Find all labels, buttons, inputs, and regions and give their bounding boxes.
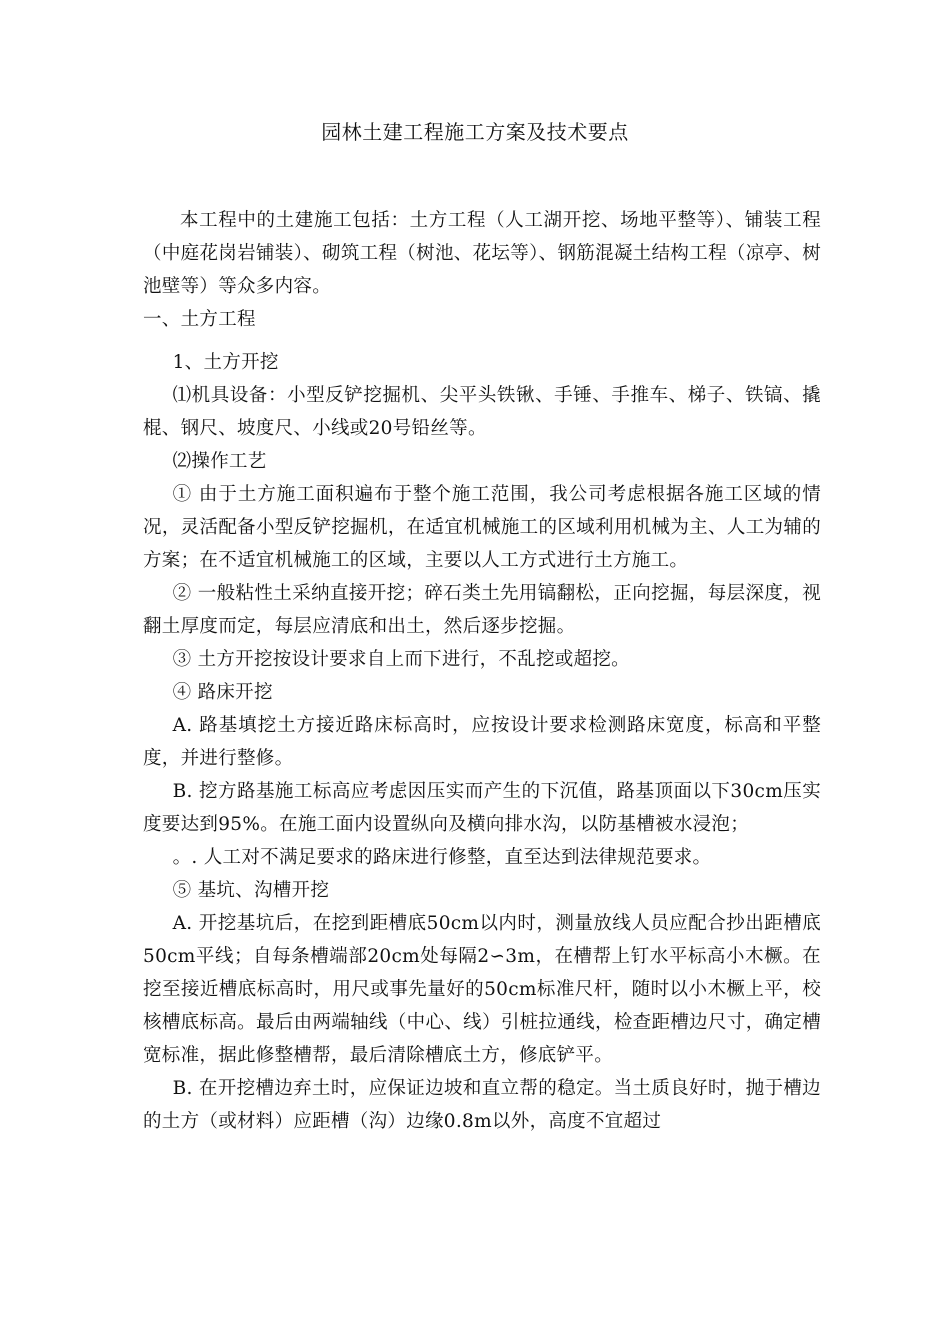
- equipment-paragraph: ⑴机具设备：小型反铲挖掘机、尖平头铁锹、手锤、手推车、梯子、铁镐、撬棍、钢尺、坡度尺、小线或20号铅丝等。: [143, 385, 821, 439]
- process-item-4-heading: ④ 路床开挖: [172, 682, 273, 703]
- subsection-heading-excavation: 1、土方开挖: [172, 352, 279, 373]
- section-heading-earthwork: 一、土方工程: [143, 309, 256, 330]
- process-item-5b: B. 在开挖槽边弃土时，应保证边坡和直立帮的稳定。当土质良好时，抛于槽边的土方（或材料）应距槽（沟）边缘0.8m以外，高度不宜超过: [143, 1078, 821, 1132]
- process-item-3: ③ 土方开挖按设计要求自上而下进行，不乱挖或超挖。: [172, 649, 630, 670]
- process-item-2: ② 一般粘性土采纳直接开挖；碎石类土先用镐翻松，正向挖掘，每层深度，视翻土厚度而定，每层应清底和出土，然后逐步挖掘。: [143, 583, 821, 637]
- document-body: [143, 204, 821, 1138]
- process-item-5a: A. 开挖基坑后，在挖到距槽底50cm以内时，测量放线人员应配合抄出距槽底50cm平线；自每条槽端部20cm处每隔2∽3m，在槽帮上钉水平标高小木橛。在挖至接近槽底标高时，用尺或事先量好的50cm标准尺杆，随时以小木橛上平，校核槽底标高。最后由两端轴线（中心、线）引桩拉通线，检查距槽边尺寸，确定槽宽标准，据此修整槽帮，最后清除槽底土方，修底铲平。: [143, 913, 821, 1066]
- process-item-4b: B. 挖方路基施工标高应考虑因压实而产生的下沉值，路基顶面以下30cm压实度要达到95%。在施工面内设置纵向及横向排水沟，以防基槽被水浸泡；: [143, 781, 821, 835]
- process-heading: ⑵操作工艺: [172, 451, 267, 472]
- process-item-4c: 。. 人工对不满足要求的路床进行修整，直至达到法律规范要求。: [172, 847, 712, 868]
- document-title: 园林土建工程施工方案及技术要点: [321, 120, 629, 144]
- process-item-5-heading: ⑤ 基坑、沟槽开挖: [172, 880, 330, 901]
- process-item-1: ① 由于土方施工面积遍布于整个施工范围，我公司考虑根据各施工区域的情况，灵活配备小型反铲挖掘机，在适宜机械施工的区域利用机械为主、人工为辅的方案；在不适宜机械施工的区域，主要以人工方式进行土方施工。: [143, 484, 821, 571]
- process-item-4a: A. 路基填挖土方接近路床标高时，应按设计要求检测路床宽度，标高和平整度，并进行整修。: [143, 715, 821, 769]
- intro-paragraph: 本工程中的土建施工包括：土方工程（人工湖开挖、场地平整等）、铺装工程（中庭花岗岩铺装）、砌筑工程（树池、花坛等）、钢筋混凝土结构工程（凉亭、树池壁等）等众多内容。: [143, 210, 821, 297]
